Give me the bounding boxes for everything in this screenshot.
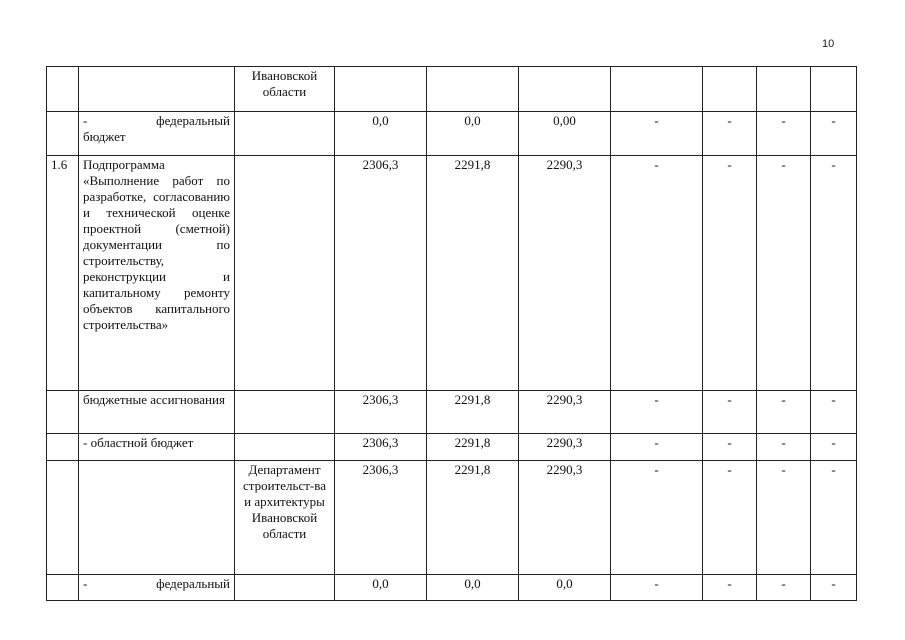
row-number-cell [47, 391, 79, 434]
row-org-cell [235, 391, 335, 434]
value-cell: 2290,3 [519, 461, 611, 575]
value-cell: 2290,3 [519, 434, 611, 461]
value-cell: 0,0 [427, 112, 519, 156]
row-name-cell [79, 112, 235, 156]
dash-cell: - [757, 434, 811, 461]
value-cell: 2306,3 [335, 461, 427, 575]
dash-cell [703, 67, 757, 112]
table-row [47, 575, 857, 601]
table-row [47, 112, 857, 156]
dash-cell: - [703, 156, 757, 391]
row-org-cell [235, 575, 335, 601]
value-cell: 0,0 [335, 575, 427, 601]
row-number-cell [47, 575, 79, 601]
value-cell: 0,0 [427, 575, 519, 601]
dash-cell: - [703, 575, 757, 601]
table-row [47, 461, 857, 575]
dash-cell [611, 67, 703, 112]
value-cell: 2306,3 [335, 434, 427, 461]
budget-table [46, 66, 857, 601]
dash-cell: - [757, 156, 811, 391]
table-row [47, 434, 857, 461]
dash-cell: - [611, 391, 703, 434]
dash-cell: - [811, 391, 857, 434]
dash-cell: - [611, 434, 703, 461]
value-cell: 2291,8 [427, 461, 519, 575]
row-name-part: - [83, 113, 88, 128]
row-name-cell: - областной бюджет [79, 434, 235, 461]
dash-cell: - [611, 575, 703, 601]
row-name-cell [79, 67, 235, 112]
dash-cell: - [611, 461, 703, 575]
row-org-cell: Департамент строительст-ва и архитектуры Ивановской области [235, 461, 335, 575]
row-name-cell: Подпрограмма «Выполнение работ по разработке, согласованию и технической оценке проектной (сметной) документации по строительству, реконструкции и капитальному ремонту объектов капитального строительства» [79, 156, 235, 391]
table-row [47, 67, 857, 112]
row-org-cell [235, 434, 335, 461]
row-name-cell [79, 461, 235, 575]
value-cell: 2306,3 [335, 156, 427, 391]
row-org-cell [235, 112, 335, 156]
row-name-part: бюджет [83, 129, 126, 144]
value-cell: 2291,8 [427, 156, 519, 391]
row-org-cell [235, 156, 335, 391]
dash-cell: - [811, 112, 857, 156]
dash-cell: - [611, 156, 703, 391]
value-cell: 2291,8 [427, 391, 519, 434]
dash-cell: - [703, 434, 757, 461]
dash-cell: - [811, 575, 857, 601]
dash-cell [811, 67, 857, 112]
table-row [47, 156, 857, 391]
row-number-cell [47, 112, 79, 156]
row-number-cell [47, 67, 79, 112]
dash-cell: - [757, 391, 811, 434]
value-cell: 2306,3 [335, 391, 427, 434]
dash-cell: - [703, 461, 757, 575]
table-row [47, 391, 857, 434]
dash-cell: - [703, 391, 757, 434]
row-org-cell: Ивановской области [235, 67, 335, 112]
value-cell [519, 67, 611, 112]
value-cell: 2291,8 [427, 434, 519, 461]
value-cell: 0,00 [519, 112, 611, 156]
value-cell: 2290,3 [519, 156, 611, 391]
row-name-cell [79, 575, 235, 601]
dash-cell: - [811, 156, 857, 391]
dash-cell: - [811, 434, 857, 461]
dash-cell: - [757, 461, 811, 575]
row-number-cell [47, 461, 79, 575]
value-cell: 0,0 [335, 112, 427, 156]
dash-cell: - [757, 112, 811, 156]
value-cell: 0,0 [519, 575, 611, 601]
value-cell [335, 67, 427, 112]
dash-cell: - [611, 112, 703, 156]
row-name-part: - [83, 576, 88, 591]
dash-cell: - [703, 112, 757, 156]
dash-cell: - [811, 461, 857, 575]
row-name-cell: бюджетные ассигнования [79, 391, 235, 434]
page-number: 10 [822, 38, 835, 50]
row-number-cell [47, 434, 79, 461]
row-number-cell: 1.6 [47, 156, 79, 391]
value-cell [427, 67, 519, 112]
row-name-part: федеральный [156, 113, 230, 128]
dash-cell [757, 67, 811, 112]
row-name-part: федеральный [156, 576, 230, 591]
value-cell: 2290,3 [519, 391, 611, 434]
dash-cell: - [757, 575, 811, 601]
